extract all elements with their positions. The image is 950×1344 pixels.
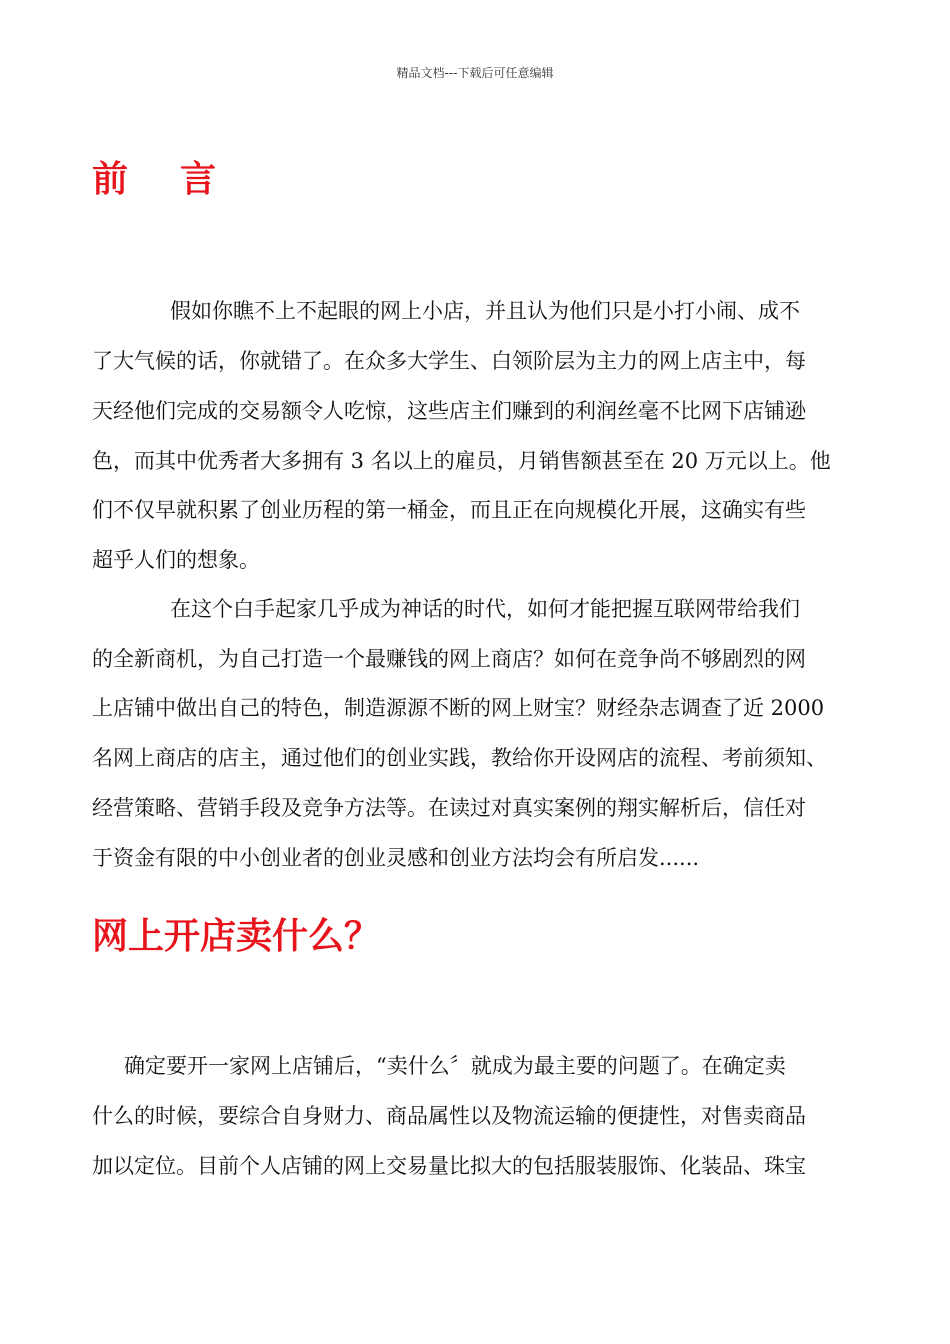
preface-p1-line: 色，而其中优秀者大多拥有 3 名以上的雇员，月销售额甚至在 20 万元以上。他: [92, 449, 831, 473]
section-p1-line: 确定要开一家网上店铺后，“卖什么〞就成为最主要的问题了。在确定卖: [124, 1054, 786, 1078]
preface-p2-line: 于资金有限的中小创业者的创业灵感和创业方法均会有所启发......: [92, 846, 700, 870]
preface-heading-char-2: 言: [180, 158, 217, 200]
preface-p2-line: 经营策略、营销手段及竞争方法等。在读过对真实案例的翔实解析后，信任对: [92, 796, 806, 820]
preface-p1-line: 了大气候的话，你就错了。在众多大学生、白领阶层为主力的网上店主中，每: [92, 349, 806, 373]
preface-heading-char-1: 前: [92, 158, 129, 200]
section-heading-what-to-sell: 网上开店卖什么？: [92, 915, 381, 957]
preface-p2-line: 名网上商店的店主，通过他们的创业实践，教给你开设网店的流程、考前须知、: [92, 746, 827, 770]
section-p1-line: 加以定位。目前个人店铺的网上交易量比拟大的包括服装服饰、化装品、珠宝: [92, 1154, 806, 1178]
preface-p1-line: 天经他们完成的交易额令人吃惊，这些店主们赚到的利润丝毫不比网下店铺逊: [92, 399, 806, 423]
preface-heading: [92, 157, 216, 201]
preface-p1-line: 超乎人们的想象。: [92, 548, 260, 572]
page-header: 精品文档---下载后可任意编辑: [396, 66, 554, 80]
preface-p2-line: 上店铺中做出自己的特色，制造源源不断的网上财宝？财经杂志调查了近 2000: [92, 696, 825, 720]
section-p1-line: 什么的时候，要综合自身财力、商品属性以及物流运输的便捷性，对售卖商品: [92, 1104, 806, 1128]
preface-p1-line: 们不仅早就积累了创业历程的第一桶金，而且正在向规模化开展，这确实有些: [92, 498, 806, 522]
preface-p1-line: 假如你瞧不上不起眼的网上小店，并且认为他们只是小打小闹、成不: [170, 299, 800, 323]
preface-p2-line: 在这个白手起家几乎成为神话的时代，如何才能把握互联网带给我们: [170, 597, 800, 621]
preface-p2-line: 的全新商机，为自己打造一个最赚钱的网上商店？如何在竞争尚不够剧烈的网: [92, 647, 806, 671]
